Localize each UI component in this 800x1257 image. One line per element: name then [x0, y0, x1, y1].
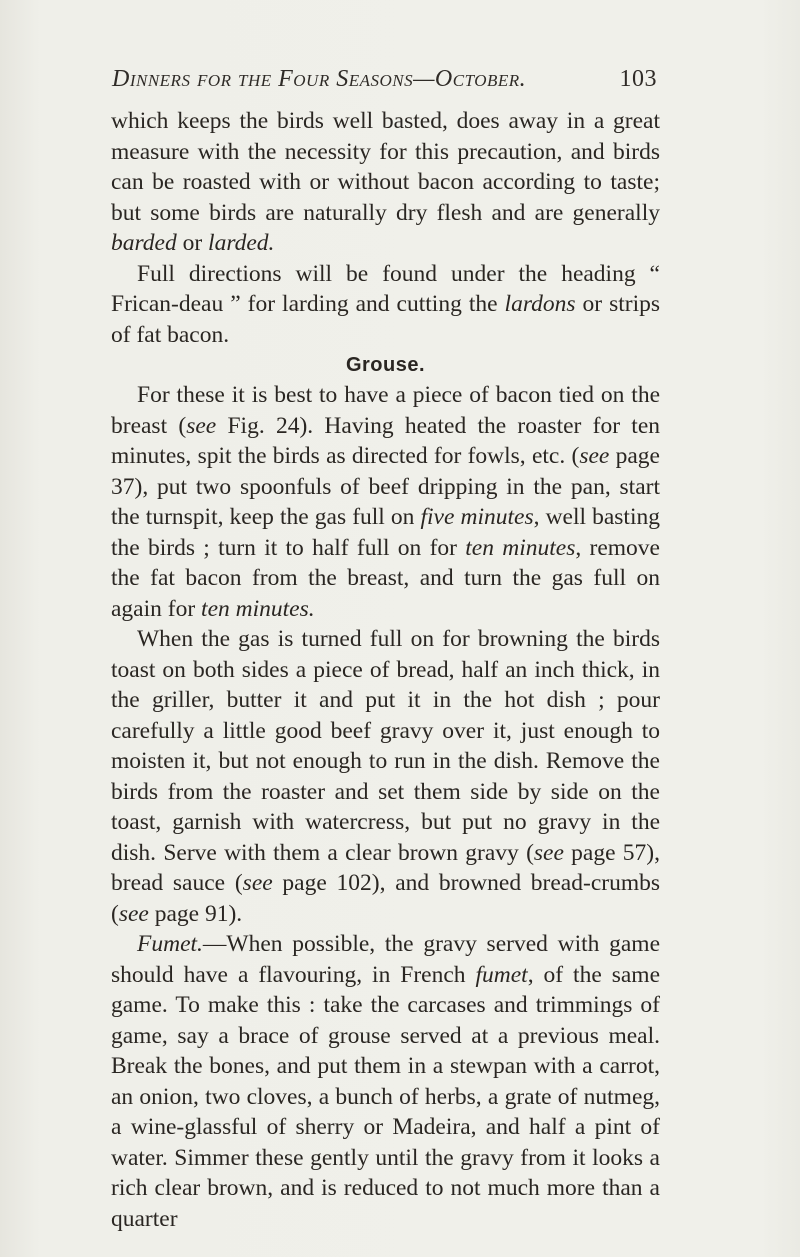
text-run: When the gas is turned full on for browning the birds toast on both sides a piece of bread, half an inch thick, in the griller, butter it and put it in the hot dish ; pour carefully a little good beef gravy over it, just enough to moisten it, but not enough to run in the dish. Remove the birds from the roaster and set them side by side on the toast, garnish with watercress, but put no gravy in the dish. Serve with them a clear brown gravy ( [111, 626, 660, 866]
running-title: Dinners for the Four Seasons—October. [112, 66, 527, 92]
text-run: page 91). [148, 900, 243, 927]
italic-run: larded. [208, 230, 275, 256]
italic-run: fumet [475, 961, 528, 988]
running-header [112, 66, 657, 93]
italic-run: barded [111, 230, 177, 256]
text-run: —When possible, the gravy served with game should have a flavouring, in French [111, 931, 660, 988]
italic-run: see [533, 839, 564, 866]
paragraph-3 [111, 380, 660, 624]
italic-run: see [242, 870, 273, 896]
text-run: , well basting the birds ; turn it to half full on for [111, 504, 660, 561]
text-run: page 102), and browned bread-crumbs ( [111, 870, 660, 927]
italic-run: five minutes [420, 504, 534, 530]
italic-run: see [118, 900, 149, 927]
page-number: 103 [619, 66, 657, 92]
paragraph-2 [111, 259, 660, 351]
text-run: or strips of fat bacon. [111, 291, 661, 348]
text-run: which keeps the birds well basted, does away in a great measure with the necessity for this precaution, and birds can be roasted with or without bacon according to taste; but some birds are naturally dry flesh and are generally [111, 108, 660, 226]
text-run: Fig. 24). Having heated the roaster for ten minutes, spit the birds as directed for fowls, etc. ( [111, 412, 660, 469]
paragraph-1 [111, 106, 660, 259]
section-heading: Grouse. [345, 354, 426, 376]
text-run: , of the same game. To make this : take the carcases and trimmings of game, say a brace of grouse served at a previous meal. Break the bones, and put them in a stewpan with a carrot, an onion, two cloves, a bunch of herbs, a grate of nutmeg, a wine-glassful of sherry or Madeira, and half a pint of water. Simmer these gently until the gravy from it looks a rich clear brown, and is reduced to not much more than a quarter [111, 961, 661, 1232]
italic-run: see [186, 412, 217, 439]
italic-run: ten minutes. [201, 595, 315, 622]
italic-run: Fumet. [137, 931, 203, 957]
text-run: For these it is best to have a piece of bacon tied on the breast ( [111, 382, 660, 439]
page-body [111, 106, 660, 1234]
paragraph-5 [111, 929, 660, 1234]
paragraph-4 [111, 624, 660, 929]
italic-run: ten minutes [465, 534, 576, 561]
text-run: page 37), put two spoonfuls of beef dripping in the pan, start the turnspit, keep the gas full on [111, 443, 660, 530]
italic-run: see [579, 443, 610, 469]
italic-run: lardons [504, 291, 576, 317]
text-run: , remove the fat bacon from the breast, and turn the gas full on again for [111, 534, 660, 622]
text-run: Full directions will be found under the heading “ Frican-deau ” for larding and cutting the [111, 260, 660, 317]
text-run: page 57), bread sauce ( [111, 839, 660, 896]
text-run: or [176, 230, 209, 256]
